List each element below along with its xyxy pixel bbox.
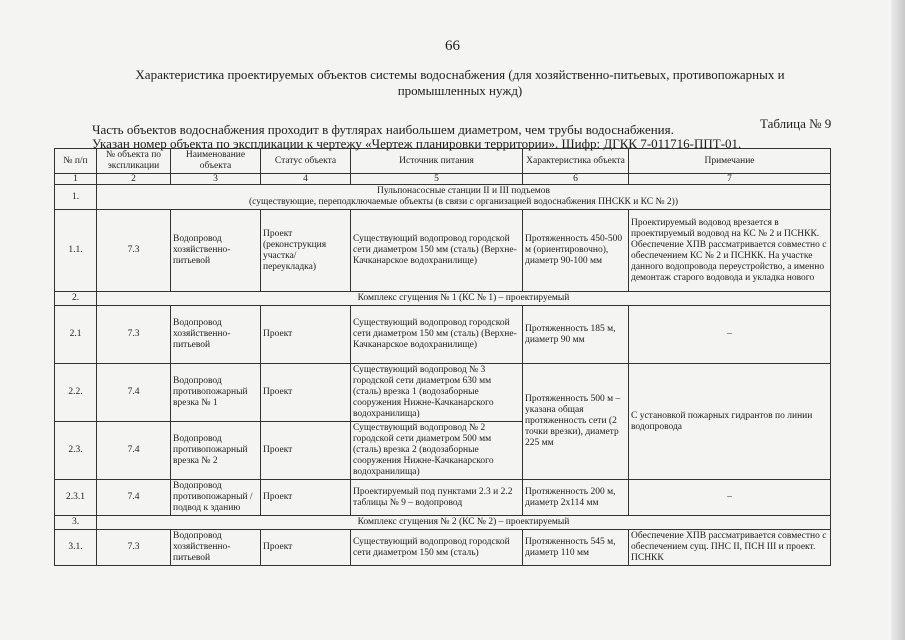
object-name: Водопровод хозяйственно-питьевой [171,306,261,364]
section-subtitle-text: (существующие, переподключаемые объекты (в связи с организацией водоснабжения ПНСКК и КС № 2)) [249,197,678,207]
col-number: 2 [97,174,171,185]
col-header-number: № п/п [55,149,97,174]
row-number: 2.3.1 [55,480,97,516]
object-status: Проект [261,306,351,364]
row-number: 2.3. [55,422,97,480]
power-source: Существующий водопровод городской сети диаметром 150 мм (сталь) (Верхне-Качканарское водохранилище) [351,306,523,364]
row-note: Обеспечение ХПВ рассматривается совместно с обеспечением сущ. ПНС II, ПСН III и проект. ПСНКК [629,530,831,566]
col-number: 1 [55,174,97,185]
note-line-1: Часть объектов водоснабжения проходит в футлярах наибольшем диаметром, чем трубы водоснабжения. [92,122,674,137]
power-source: Существующий водопровод городской сети диаметром 150 мм (сталь) [351,530,523,566]
row-note: – [629,480,831,516]
power-source: Проектируемый под пунктами 2.3 и 2.2 таблицы № 9 – водопровод [351,480,523,516]
column-number-row [55,174,831,185]
object-status: Проект [261,364,351,422]
row-number: 2.2. [55,364,97,422]
col-number: 3 [171,174,261,185]
col-header-note: Примечание [629,149,831,174]
object-number: 7.3 [97,306,171,364]
object-status: Проект [261,422,351,480]
row-number: 1.1. [55,210,97,292]
col-number: 7 [629,174,831,185]
object-number: 7.3 [97,210,171,292]
col-header-source: Источник питания [351,149,523,174]
object-name: Водопровод противопожарный / подвод к зданию [171,480,261,516]
col-number: 4 [261,174,351,185]
row-note: Проектируемый водовод врезается в проектируемый водовод на КС № 2 и ПСНКК. Обеспечение ХПВ рассматривается совместно с обеспечением КС № 2 и ПСНКК. На участке данного водопровода переустройство, а именно демонтаж старого водовода и укладка нового [629,210,831,292]
object-name: Водопровод противопожарный врезка № 2 [171,422,261,480]
section-number: 2. [55,292,97,306]
row-number: 2.1 [55,306,97,364]
col-header-object-no: № объекта по экспликации [97,149,171,174]
power-source: Существующий водопровод городской сети диаметром 150 мм (сталь) (Верхне-Качканарское водохранилище) [351,210,523,292]
object-name: Водопровод противопожарный врезка № 1 [171,364,261,422]
section-title: Комплекс сгущения № 2 (КС № 2) – проектируемый [97,516,831,530]
object-number: 7.4 [97,364,171,422]
power-source: Существующий водопровод № 2 городской сети диаметром 500 мм (сталь) врезка 2 (водозаборные сооружения Нижне-Качканарского водохранилища) [351,422,523,480]
section-title: Комплекс сгущения № 1 (КС № 1) – проектируемый [97,292,831,306]
object-name: Водопровод хозяйственно-питьевой [171,210,261,292]
object-characteristic: Протяженность 450-500 м (ориентировочно), диаметр 90-100 мм [523,210,629,292]
object-number: 7.4 [97,422,171,480]
water-supply-table [54,148,831,566]
row-number: 3.1. [55,530,97,566]
object-characteristic: Протяженность 200 м, диаметр 2х114 мм [523,480,629,516]
section-title [97,185,831,210]
object-number: 7.3 [97,530,171,566]
table-row [55,530,831,566]
section-number: 1. [55,185,97,210]
object-characteristic: Протяженность 500 м – указана общая протяженность сети (2 точки врезки), диаметр 225 мм [523,364,629,480]
table-label: Таблица № 9 [760,116,832,131]
object-name: Водопровод хозяйственно-питьевой [171,530,261,566]
row-note: – [629,306,831,364]
col-header-characteristic: Характеристика объекта [523,149,629,174]
col-header-name: Наименование объекта [171,149,261,174]
table-row [55,364,831,422]
table-header-row [55,149,831,174]
section-row-2 [55,292,831,306]
col-number: 6 [523,174,629,185]
object-status: Проект [261,480,351,516]
section-number: 3. [55,516,97,530]
col-header-status: Статус объекта [261,149,351,174]
page-edge-shadow [891,0,905,640]
page-number: 66 [445,38,460,54]
col-number: 5 [351,174,523,185]
section-row-3 [55,516,831,530]
section-row-1 [55,185,831,210]
object-status: Проект [261,530,351,566]
object-characteristic: Протяженность 185 м, диаметр 90 мм [523,306,629,364]
object-status: Проект (реконструкция участка/ переукладка) [261,210,351,292]
section-title-text: Пульпонасосные станции II и III подъемов [376,186,551,196]
object-characteristic: Протяженность 545 м, диаметр 110 мм [523,530,629,566]
note-line-2: Указан номер объекта по экспликации к чертежу «Чертеж планировки территории». Шифр: ДГКК 7-011716-ППТ-01. [92,136,742,151]
row-note: С установкой пожарных гидрантов по линии водопровода [629,364,831,480]
object-number: 7.4 [97,480,171,516]
table-row [55,306,831,364]
table-row [55,210,831,292]
table-row [55,480,831,516]
document-heading: Характеристика проектируемых объектов системы водоснабжения (для хозяйственно-питьевых, противопожарных и промышленных нужд) [135,67,785,98]
power-source: Существующий водопровод № 3 городской сети диаметром 630 мм (сталь) врезка 1 (водозаборные сооружения Нижне-Качканарского водохранилища) [351,364,523,422]
